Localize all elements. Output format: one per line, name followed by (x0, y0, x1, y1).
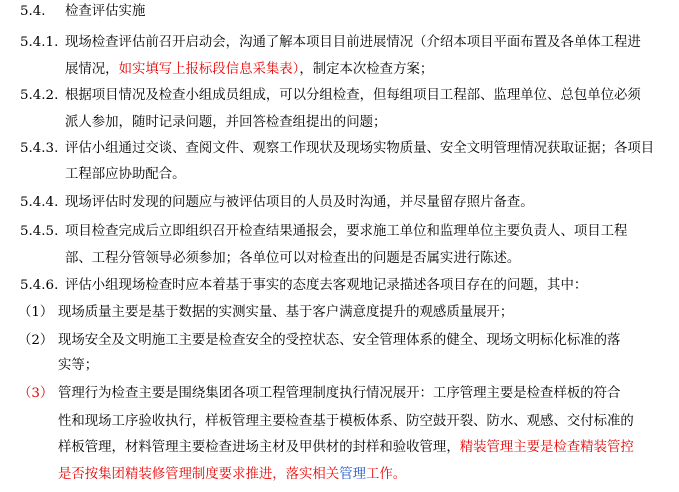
point-text: 性和现场工序验收执行，样板管理主要检查基于模板体系、防空鼓开裂、防水、观感、交付标准的 (58, 414, 634, 429)
highlighted-text: 是否按集团精装修管理制度要求推进，落实相关 (58, 467, 340, 482)
clause-number: 5.4.3. (20, 141, 59, 156)
point-text: 管理行为检查主要是围绕集团各项工程管理制度执行情况展开：工序管理主要是检查样板的符合 (58, 386, 621, 401)
section-number: 5.4. (20, 4, 46, 19)
clause-number: 5.4.6. (20, 278, 59, 293)
clause-text: 部、工程分管领导必须参加；各单位可以对检查出的问题是否属实进行陈述。 (65, 251, 521, 266)
clause-text: 派人参加，随时记录问题，并回答检查组提出的问题； (65, 115, 387, 130)
clause-number: 5.4.4. (20, 195, 59, 210)
clause-number: 5.4.2. (20, 88, 59, 103)
clause-text: 工程部应协助配合。 (65, 167, 186, 182)
point-text: 实等； (58, 358, 99, 373)
point-text: 现场质量主要是基于数据的实测实量、基于客户满意度提升的观感质量展开； (58, 305, 514, 320)
clause-text: 评估小组现场检查时应本着基于事实的态度去客观地记录描述各项目存在的问题，其中： (65, 278, 588, 293)
clause-text: 项目检查完成后立即组织召开检查结果通报会，要求施工单位和监理单位主要负责人、项目工程 (65, 224, 628, 239)
point-text: 现场安全及文明施工主要是检查安全的受控状态、安全管理体系的健全、现场文明标化标准的落 (58, 333, 621, 348)
point-text: 样板管理，材料管理主要检查进场主材及甲供材的封样和验收管理， (58, 440, 460, 455)
clause-number: 5.4.5. (20, 224, 59, 239)
clause-number: 5.4.1. (20, 35, 59, 50)
section-title: 检查评估实施 (65, 4, 146, 19)
highlighted-text: 如实填写上报标段信息采集表） (118, 62, 300, 77)
point-number: （3） (18, 386, 54, 401)
clause-text: 展情况， (65, 62, 119, 77)
point-number: （1） (18, 305, 54, 320)
point-number: （2） (18, 333, 54, 348)
clause-text: 评估小组通过交谈、查阅文件、观察工作现状及现场实物质量、安全文明管理情况获取证据；各项目 (65, 141, 655, 156)
highlighted-text-blue: 管理 (339, 467, 366, 482)
highlighted-text: 工作。 (365, 467, 407, 482)
highlighted-text: 精装管理主要是检查精装管控 (459, 440, 634, 455)
clause-text: 现场评估时发现的问题应与被评估项目的人员及时沟通，并尽量留存照片备查。 (65, 195, 534, 210)
clause-text: 现场检查评估前召开启动会，沟通了解本项目目前进展情况（介绍本项目平面布置及各单体工程进 (65, 35, 641, 50)
clause-text: ，制定本次检查方案； (299, 62, 434, 77)
clause-text: 根据项目情况及检查小组成员组成，可以分组检查，但每组项目工程部、监理单位、总包单位必须 (65, 88, 641, 103)
